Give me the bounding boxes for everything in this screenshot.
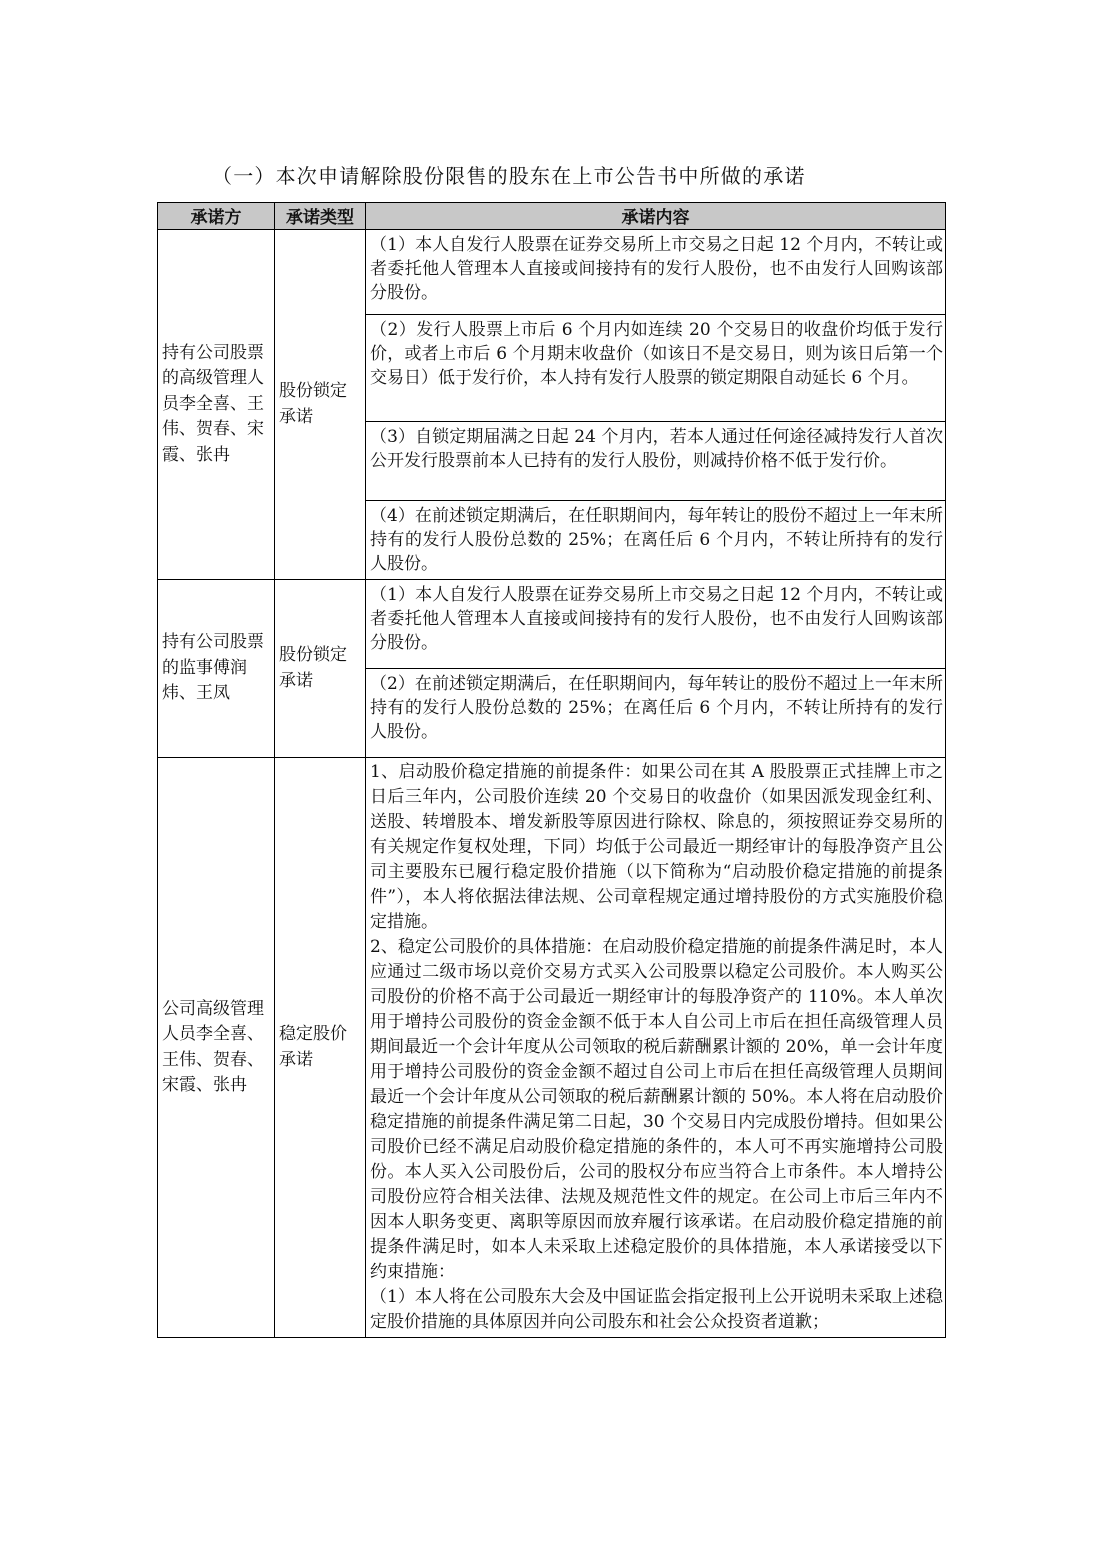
header-content: 承诺内容 (366, 203, 946, 230)
type-cell: 稳定股价承诺 (275, 758, 366, 1338)
table-row (158, 580, 946, 669)
content-cell: （4）在前述锁定期满后，在任职期间内，每年转让的股份不超过上一年末所持有的发行人股份总数的 25%；在离任后 6 个月内，不转让所持有的发行人股份。 (366, 501, 946, 580)
content-cell: （1）本人自发行人股票在证券交易所上市交易之日起 12 个月内，不转让或者委托他人管理本人直接或间接持有的发行人股份，也不由发行人回购该部分股份。 (366, 580, 946, 669)
party-cell: 持有公司股票的高级管理人员李全喜、王伟、贺春、宋霞、张冉 (158, 230, 275, 580)
section-heading: （一）本次申请解除股份限售的股东在上市公告书中所做的承诺 (212, 164, 806, 188)
content-cell: （2）在前述锁定期满后，在任职期间内，每年转让的股份不超过上一年末所持有的发行人股份总数的 25%；在离任后 6 个月内，不转让所持有的发行人股份。 (366, 669, 946, 758)
type-cell: 股份锁定承诺 (275, 230, 366, 580)
paragraph: 1、启动股价稳定措施的前提条件：如果公司在其 A 股股票正式挂牌上市之日后三年内，公司股价连续 20 个交易日的收盘价（如果因派发现金红利、送股、转增股本、增发新股等原因进行除权、除息的，须按照证券交易所的有关规定作复权处理，下同）均低于公司最近一期经审计的每股净资产且公司主要股东已履行稳定股价措施（以下简称为“启动股价稳定措施的前提条件”），本人将依据法律法规、公司章程规定通过增持股份的方式实施股价稳定措施。 (370, 762, 943, 932)
table-row (158, 230, 946, 315)
content-cell (366, 758, 946, 1338)
party-cell: 持有公司股票的监事傅润炜、王凤 (158, 580, 275, 758)
type-cell: 股份锁定承诺 (275, 580, 366, 758)
content-cell: （1）本人自发行人股票在证券交易所上市交易之日起 12 个月内，不转让或者委托他人管理本人直接或间接持有的发行人股份，也不由发行人回购该部分股份。 (366, 230, 946, 315)
party-cell: 公司高级管理人员李全喜、王伟、贺春、宋霞、张冉 (158, 758, 275, 1338)
table-row (158, 758, 946, 1338)
content-cell: （2）发行人股票上市后 6 个月内如连续 20 个交易日的收盘价均低于发行价，或者上市后 6 个月期末收盘价（如该日不是交易日，则为该日后第一个交易日）低于发行价，本人持有发行人股票的锁定期限自动延长 6 个月。 (366, 315, 946, 422)
paragraph: 2、稳定公司股价的具体措施：在启动股价稳定措施的前提条件满足时，本人应通过二级市场以竞价交易方式买入公司股票以稳定公司股价。本人购买公司股份的价格不高于公司最近一期经审计的每股净资产的 110%。本人单次用于增持公司股份的资金金额不低于本人自公司上市后在担任高级管理人员期间最近一个会计年度从公司领取的税后薪酬累计额的 20%，单一会计年度用于增持公司股份的资金金额不超过自公司上市后在担任高级管理人员期间最近一个会计年度从公司领取的税后薪酬累计额的 50%。本人将在启动股价稳定措施的前提条件满足第二日起，30 个交易日内完成股份增持。但如果公司股价已经不满足启动股价稳定措施的条件的，本人可不再实施增持公司股份。本人买入公司股份后，公司的股权分布应当符合上市条件。本人增持公司股份应符合相关法律、法规及规范性文件的规定。在公司上市后三年内不因本人职务变更、离职等原因而放弃履行该承诺。在启动股价稳定措施的前提条件满足时，如本人未采取上述稳定股价的具体措施，本人承诺接受以下约束措施： (370, 937, 943, 1282)
paragraph: （1）本人将在公司股东大会及中国证监会指定报刊上公开说明未采取上述稳定股价措施的具体原因并向公司股东和社会公众投资者道歉； (370, 1287, 943, 1332)
header-party: 承诺方 (158, 203, 275, 230)
commitment-table (157, 202, 946, 1338)
table-header-row (158, 203, 946, 230)
content-cell: （3）自锁定期届满之日起 24 个月内，若本人通过任何途径减持发行人首次公开发行股票前本人已持有的发行人股份，则减持价格不低于发行价。 (366, 422, 946, 501)
header-type: 承诺类型 (275, 203, 366, 230)
